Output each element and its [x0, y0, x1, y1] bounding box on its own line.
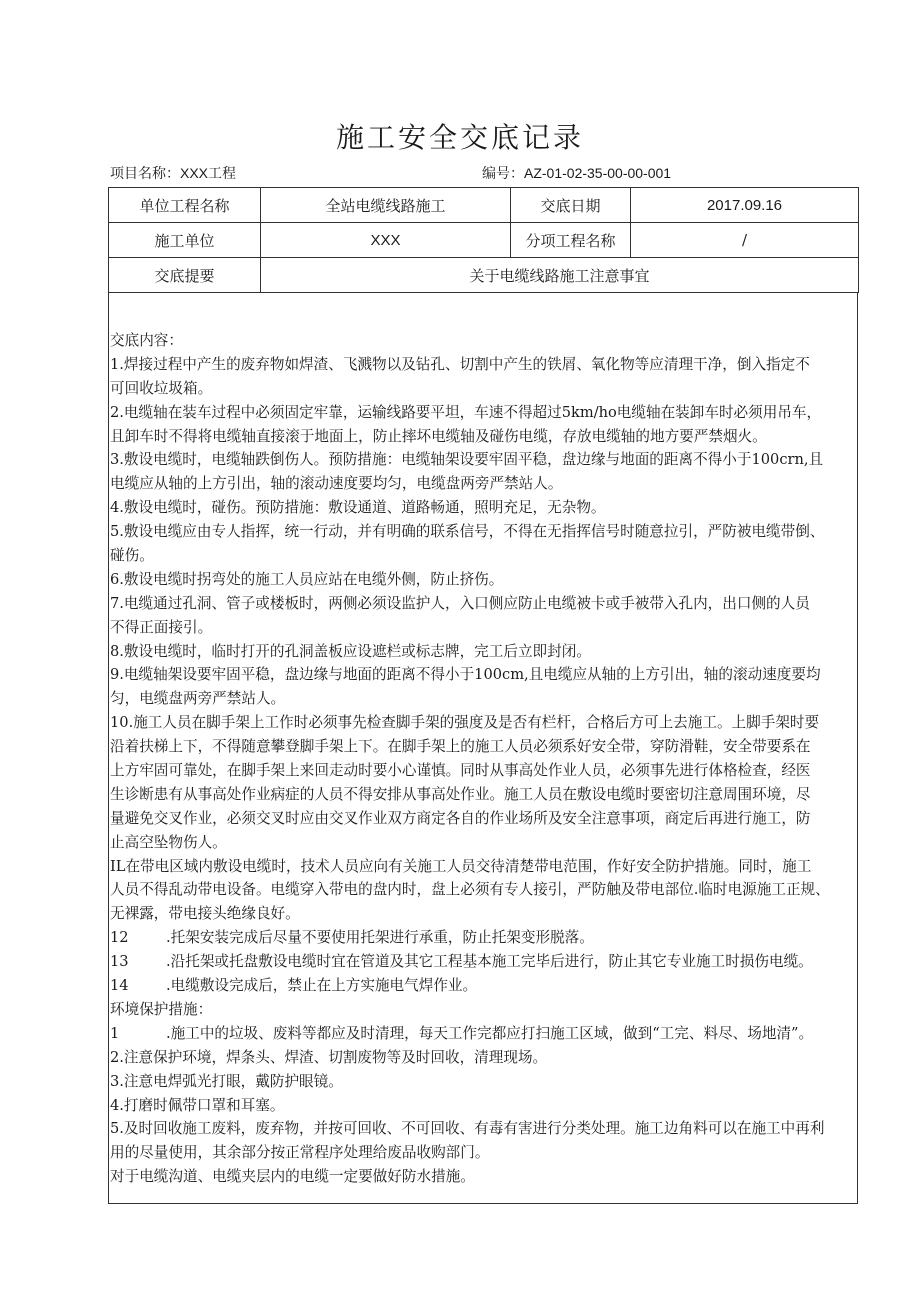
text-line: 电缆应从轴的上方引出，轴的滚动速度要均匀，电缆盘两旁严禁站人。: [110, 475, 563, 493]
text-line: 量避免交叉作业，必须交叉时应由交叉作业双方商定各自的作业场所及安全注意事项，商定后再进行施工，防: [110, 809, 811, 827]
env-item-number: 1: [110, 1024, 120, 1042]
construction-unit-value: XXX: [261, 223, 511, 258]
text-line: 匀，电缆盘两旁严禁站人。: [110, 690, 286, 708]
summary-value: 关于电缆线路施工注意事宜: [261, 258, 859, 293]
meta-row: [110, 163, 860, 183]
text-line: 碰伤。: [110, 547, 154, 565]
date-label: 交底日期: [511, 188, 631, 223]
text-line: IL在带电区域内敷设电缆时，技术人员应向有关施工人员交待清楚带电范围，作好安全防护措施。同时，施工: [110, 857, 812, 875]
text-line: 交底内容：: [110, 332, 183, 349]
code-value: AZ-01-02-35-00-00-001: [524, 165, 672, 181]
unit-project-label: 单位工程名称: [109, 188, 261, 223]
sub-project-label: 分项工程名称: [511, 223, 631, 258]
text-line: 不得正面接引。: [110, 618, 213, 636]
date-value: 2017.09.16: [631, 188, 859, 223]
list-item: [110, 950, 858, 974]
text-line: 止高空坠物伤人。: [110, 833, 227, 851]
text-line: 8.敷设电缆时，临时打开的孔洞盖板应设遮栏或标志牌，完工后立即封闭。: [110, 642, 591, 660]
text-line: 用的尽量使用，其余部分按正常程序处理给废品收购部门。: [110, 1144, 490, 1162]
text-line: 3.注意电焊弧光打眼，戴防护眼镜。: [110, 1072, 343, 1090]
list-item-text: .托架安装完成后尽量不要使用托架进行承重，防止托架变形脱落。: [166, 929, 594, 947]
header-table: [108, 187, 859, 293]
content-body: [110, 329, 858, 1189]
env-item-text: .施工中的垃圾、废料等都应及时清理，每天工作完都应打扫施工区域，做到“工完、料尽、场地清”。: [166, 1024, 814, 1042]
text-line: 5.及时回收施工废料，废弃物，并按可回收、不可回收、有毒有害进行分类处理。施工边角料可以在施工中再利: [110, 1120, 825, 1138]
content-box: [108, 292, 858, 1204]
env-heading: 环境保护措施：: [110, 1000, 213, 1018]
table-row: [109, 258, 859, 293]
list-item-number: 12: [110, 929, 129, 947]
list-item-number: 13: [110, 953, 129, 971]
list-item-text: .电缆敷设完成后，禁止在上方实施电气焊作业。: [166, 977, 478, 995]
construction-unit-label: 施工单位: [109, 223, 261, 258]
summary-label: 交底提要: [109, 258, 261, 293]
text-line: 7.电缆通过孔洞、管子或楼板时，两侧必须设监护人，入口侧应防止电缆被卡或手被带入孔内，出口侧的人员: [110, 594, 810, 612]
text-line: 沿着扶梯上下，不得随意攀登脚手架上下。在脚手架上的施工人员必须系好安全带，穿防滑鞋，安全带要系在: [110, 738, 811, 756]
text-line: 4.打磨时佩带口罩和耳塞。: [110, 1096, 285, 1114]
text-line: 3.敷设电缆时，电缆轴跌倒伤人。预防措施：电缆轴架设要牢固平稳，盘边缘与地面的距离不得小于100crn,且: [110, 451, 824, 469]
document-title: 施工安全交底记录: [335, 121, 584, 154]
text-line: 生诊断患有从事高处作业病症的人员不得安排从事高处作业。施工人员在敷设电缆时要密切注意周围环境，尽: [110, 785, 811, 803]
content-lines: [110, 329, 858, 926]
text-line: 2.注意保护环境，焊条头、焊渣、切割废物等及时回收，清理现场。: [110, 1048, 548, 1066]
text-line: 对于电缆沟道、电缆夹层内的电缆一定要做好防水措施。: [110, 1168, 475, 1186]
text-line: 人员不得乱动带电设备。电缆穿入带电的盘内时，盘上必须有专人接引，严防触及带电部位.临时电源施工正规、: [110, 881, 830, 899]
env-item-1: [110, 1022, 858, 1046]
text-line: 可回收垃圾箱。: [110, 379, 213, 397]
project-name: [110, 163, 236, 183]
list-item: [110, 926, 858, 950]
text-line: 且卸车时不得将电缆轴直接滚于地面上，防止摔坏电缆轴及碰伤电缆，存放电缆轴的地方要严禁烟火。: [110, 427, 767, 445]
list-item-number: 14: [110, 977, 129, 995]
numbered-items: [110, 926, 858, 998]
text-line: 4.敷设电缆时，碰伤。预防措施：敷设通道、道路畅通，照明充足，无杂物。: [110, 499, 606, 517]
project-value: XXX工程: [180, 165, 237, 181]
unit-project-value: 全站电缆线路施工: [261, 188, 511, 223]
document-code: [482, 163, 671, 183]
sub-project-value: /: [631, 223, 859, 258]
text-line: 9.电缆轴架设要牢固平稳，盘边缘与地面的距离不得小于100cm,且电缆应从轴的上方引出，轴的滚动速度要均: [110, 666, 821, 684]
text-line: 6.敷设电缆时拐弯处的施工人员应站在电缆外侧，防止挤伤。: [110, 570, 504, 588]
project-label: 项目名称：: [110, 166, 180, 182]
text-line: 上方牢固可靠处，在脚手架上来回走动时要小心谨慎。同时从事高处作业人员，必须事先进行体格检查，经医: [110, 762, 811, 780]
text-line: 无裸露，带电接头绝缘良好。: [110, 905, 300, 923]
code-label: 编号：: [482, 166, 524, 182]
table-row: [109, 223, 859, 258]
text-line: 1.焊接过程中产生的废弃物如焊渣、飞溅物以及钻孔、切割中产生的铁屑、氧化物等应清理干净，倒入指定不: [110, 355, 810, 373]
text-line: 5.敷设电缆应由专人指挥，统一行动，并有明确的联系信号，不得在无指挥信号时随意拉引，严防被电缆带倒、: [110, 523, 825, 541]
text-line: 10.施工人员在脚手架上工作时必须事先检查脚手架的强度及是否有栏杆，合格后方可上去施工。上脚手架时要: [110, 714, 820, 732]
table-row: [109, 188, 859, 223]
list-item: [110, 974, 858, 998]
text-line: 2.电缆轴在装车过程中必须固定牢靠，运输线路要平坦，车速不得超过5km/ho电缆轴在装卸车时必须用吊车，: [110, 403, 822, 421]
env-lines: [110, 1046, 858, 1189]
list-item-text: .沿托架或托盘敷设电缆时宜在管道及其它工程基本施工完毕后进行，防止其它专业施工时损伤电缆。: [166, 953, 813, 971]
